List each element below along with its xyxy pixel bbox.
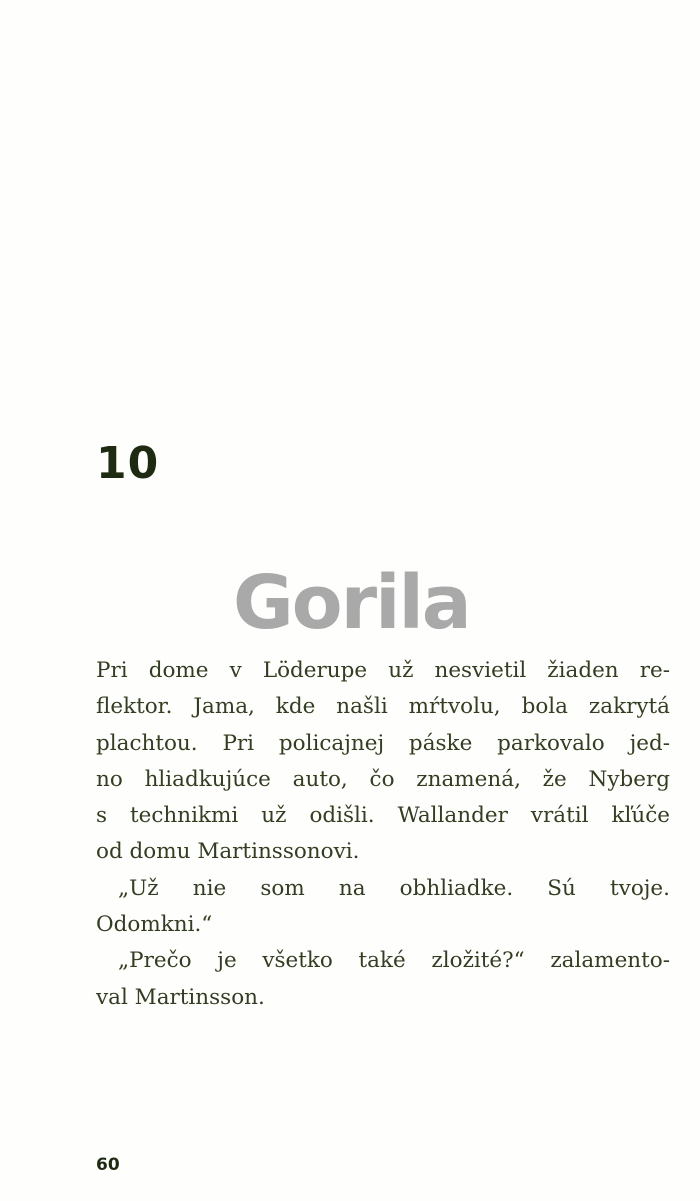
watermark-logo: Gorila (233, 560, 470, 646)
page-number: 60 (96, 1155, 120, 1175)
text-line: Pri dome v Löderupe už nesvietil žiaden re- (96, 658, 670, 683)
text-line: Odomkni.“ (96, 912, 213, 938)
text-line: val Martinsson. (96, 984, 265, 1010)
text-line: flektor. Jama, kde našli mŕtvolu, bola zakrytá (96, 694, 670, 720)
text-line: plachtou. Pri policajnej páske parkovalo jed- (96, 730, 670, 756)
text-line: „Prečo je všetko také zložité?“ zalamento- (118, 948, 670, 974)
text-line: od domu Martinssonovi. (96, 839, 360, 865)
text-line: s technikmi už odišli. Wallander vrátil kľúče (96, 803, 670, 829)
text-line: „Už nie som na obhliadke. Sú tvoje. (118, 875, 670, 901)
body-text (96, 653, 670, 1016)
chapter-number: 10 (96, 438, 160, 489)
text-line: no hliadkujúce auto, čo znamená, že Nyberg (96, 766, 670, 792)
